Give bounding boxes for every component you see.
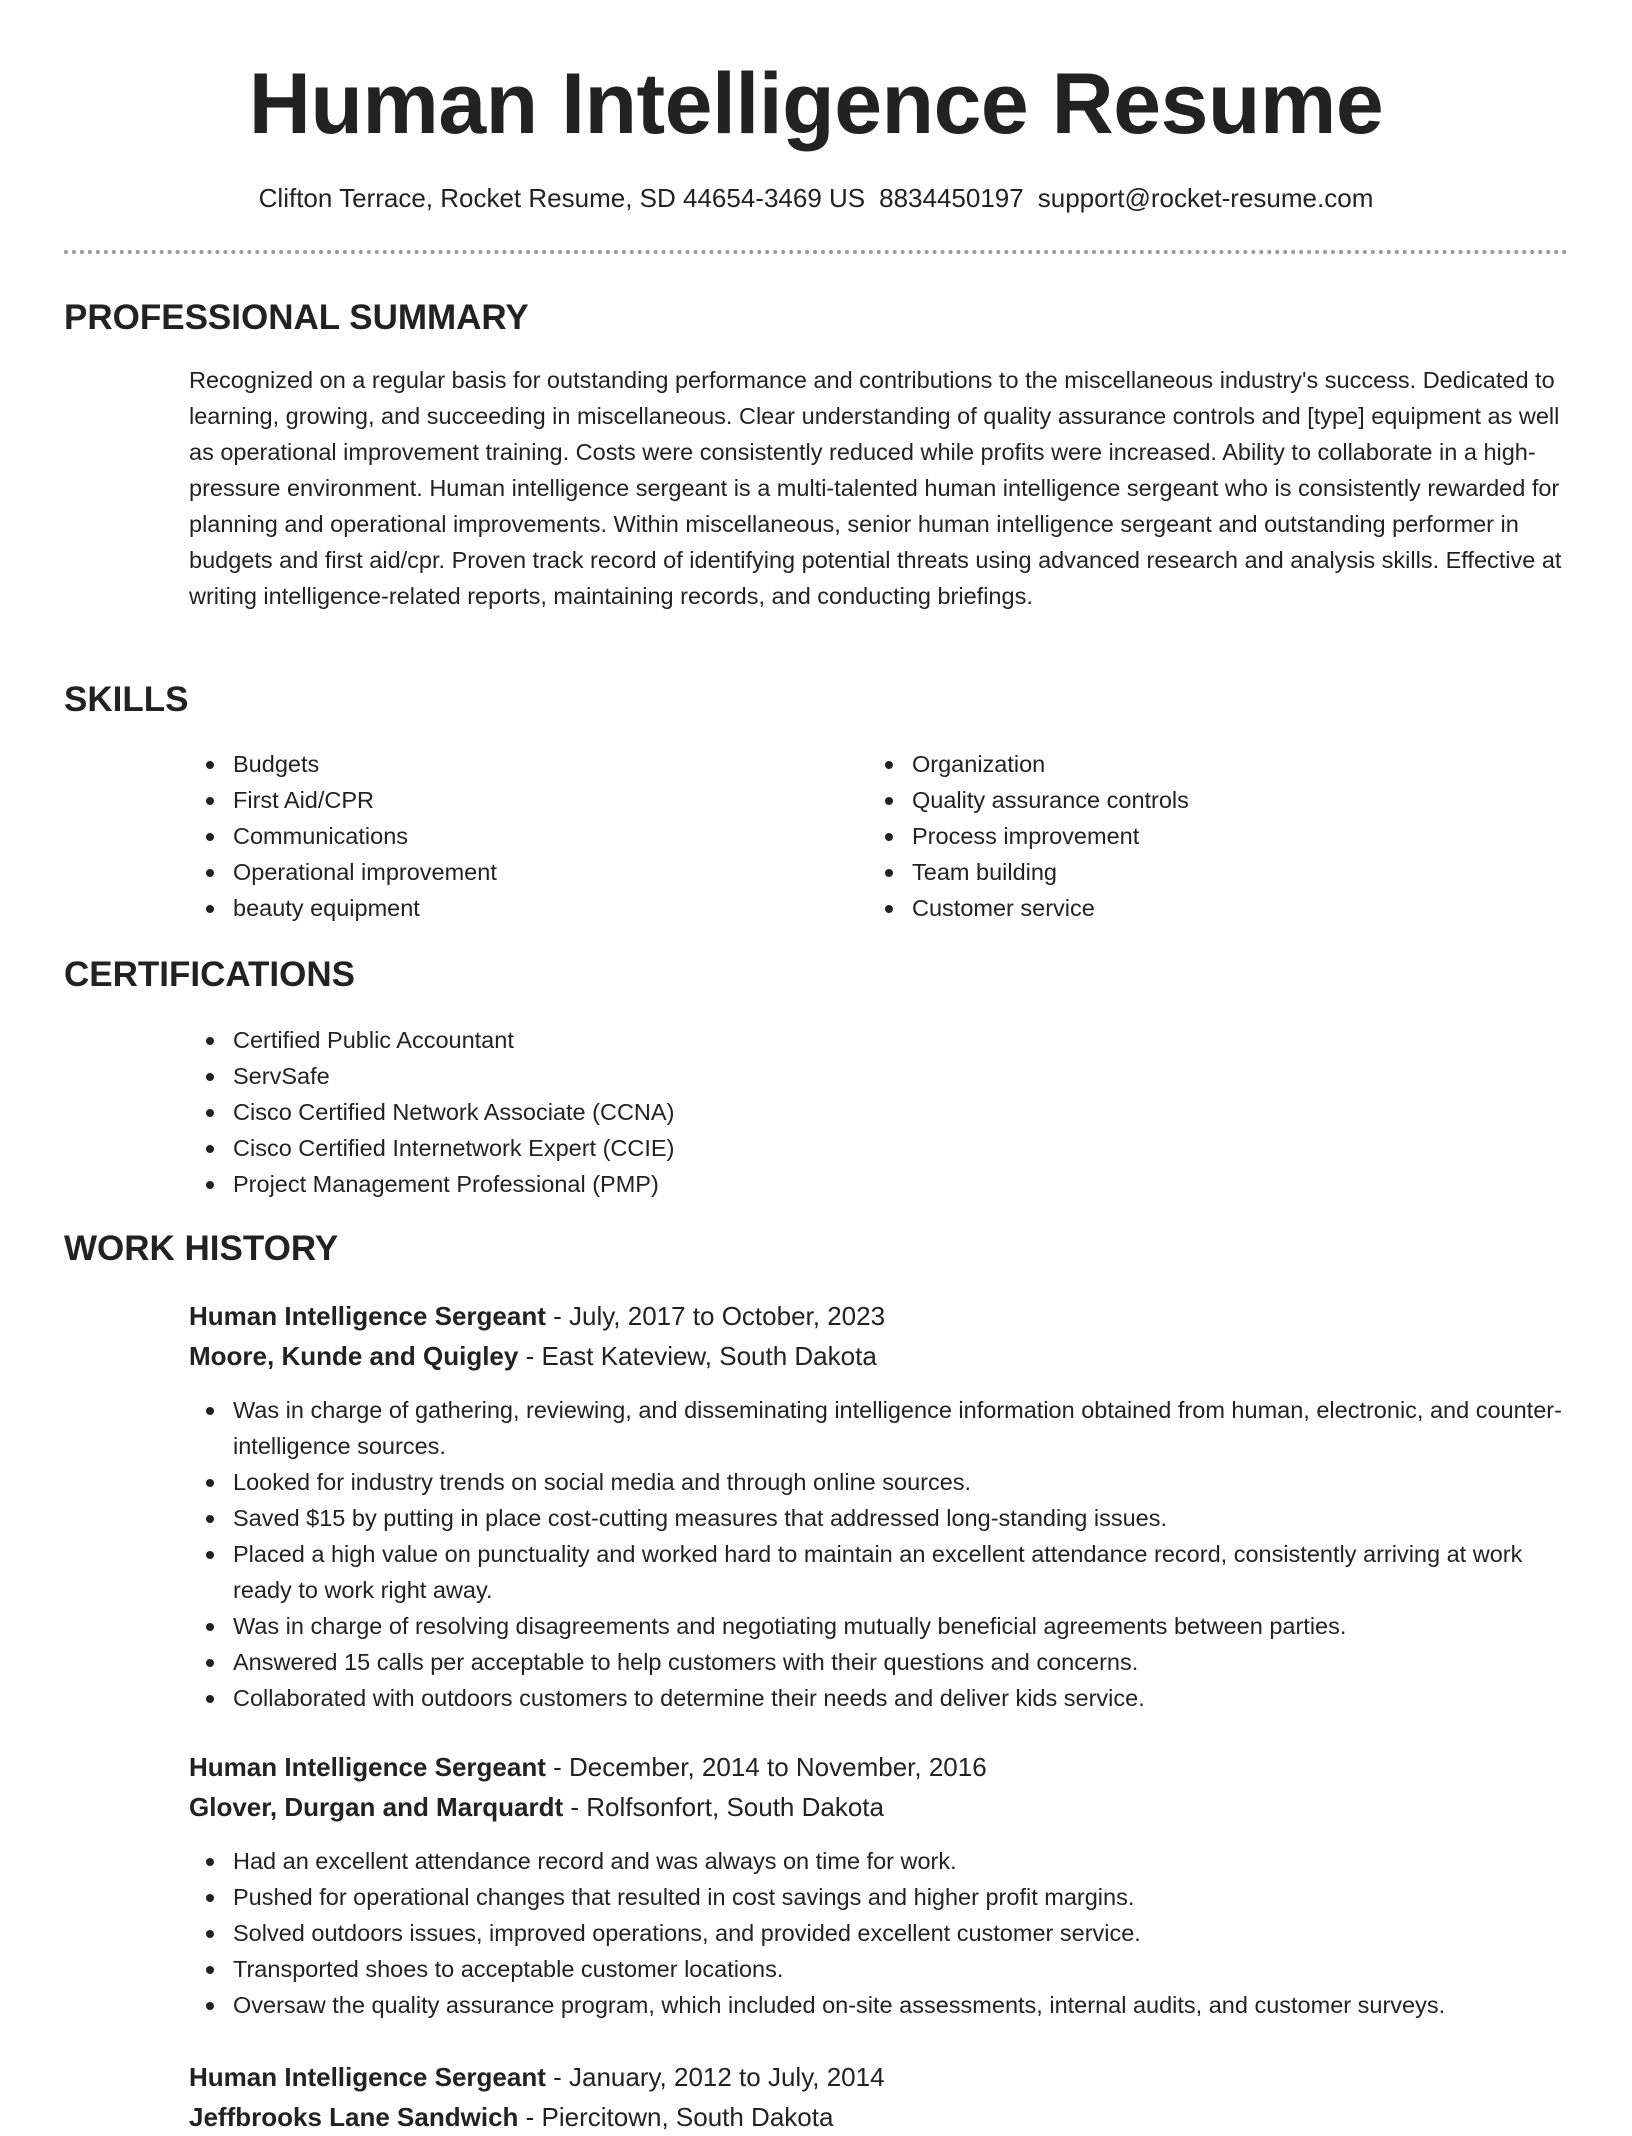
skills-heading: SKILLS bbox=[64, 680, 189, 719]
skill-item: Quality assurance controls bbox=[868, 782, 1528, 818]
job-company: Jeffbrooks Lane Sandwich bbox=[189, 2102, 519, 2132]
contact-line bbox=[0, 180, 1632, 216]
job-dates: - January, 2012 to July, 2014 bbox=[545, 2062, 885, 2092]
job-duties-list bbox=[189, 1843, 1569, 2023]
job-title: Human Intelligence Sergeant bbox=[189, 2062, 546, 2092]
job-duty: Answered 15 calls per acceptable to help customers with their questions and concerns. bbox=[189, 1644, 1569, 1680]
skill-item: Communications bbox=[189, 818, 829, 854]
skill-item: First Aid/CPR bbox=[189, 782, 829, 818]
certification-item: Project Management Professional (PMP) bbox=[189, 1166, 1549, 1202]
job-duty: Was in charge of resolving disagreements and negotiating mutually beneficial agreements between parties. bbox=[189, 1608, 1569, 1644]
job-company: Moore, Kunde and Quigley bbox=[189, 1341, 519, 1371]
job-title: Human Intelligence Sergeant bbox=[189, 1752, 546, 1782]
job-title: Human Intelligence Sergeant bbox=[189, 1301, 546, 1331]
certification-item: Certified Public Accountant bbox=[189, 1022, 1549, 1058]
skills-list-right bbox=[868, 746, 1528, 926]
certifications-heading: CERTIFICATIONS bbox=[64, 955, 356, 994]
skill-item: Process improvement bbox=[868, 818, 1528, 854]
skill-item: beauty equipment bbox=[189, 890, 829, 926]
skill-item: Operational improvement bbox=[189, 854, 829, 890]
job-location: - Rolfsonfort, South Dakota bbox=[563, 1792, 884, 1822]
job-company: Glover, Durgan and Marquardt bbox=[189, 1792, 564, 1822]
job-duties-list bbox=[189, 1392, 1569, 1716]
job-duty: Collaborated with outdoors customers to determine their needs and deliver kids service. bbox=[189, 1680, 1569, 1716]
skill-item: Organization bbox=[868, 746, 1528, 782]
job-duty: Had an excellent attendance record and was always on time for work. bbox=[189, 1843, 1569, 1879]
job-title-line bbox=[189, 2058, 885, 2096]
job-duty: Pushed for operational changes that resulted in cost savings and higher profit margins. bbox=[189, 1879, 1569, 1915]
job-duty: Placed a high value on punctuality and worked hard to maintain an excellent attendance record, consistently arriving at work ready to work right away. bbox=[189, 1536, 1569, 1608]
job-company-line bbox=[189, 2098, 833, 2136]
skills-list-left bbox=[189, 746, 829, 926]
job-duty: Solved outdoors issues, improved operations, and provided excellent customer service. bbox=[189, 1915, 1569, 1951]
job-location: - East Kateview, South Dakota bbox=[518, 1341, 877, 1371]
skill-item: Team building bbox=[868, 854, 1528, 890]
job-company-line bbox=[189, 1337, 877, 1375]
certification-item: Cisco Certified Internetwork Expert (CCIE) bbox=[189, 1130, 1549, 1166]
job-duty: Saved $15 by putting in place cost-cutting measures that addressed long-standing issues. bbox=[189, 1500, 1569, 1536]
contact-address: Clifton Terrace, Rocket Resume, SD 44654-3469 US bbox=[258, 183, 866, 213]
job-duty: Oversaw the quality assurance program, which included on-site assessments, internal audits, and customer surveys. bbox=[189, 1987, 1569, 2023]
certification-item: Cisco Certified Network Associate (CCNA) bbox=[189, 1094, 1549, 1130]
certifications-list bbox=[189, 1022, 1549, 1202]
skill-item: Budgets bbox=[189, 746, 829, 782]
work-history-heading: WORK HISTORY bbox=[64, 1229, 339, 1268]
job-company-line bbox=[189, 1788, 884, 1826]
contact-email[interactable]: support@rocket-resume.com bbox=[1037, 183, 1374, 213]
resume-title: Human Intelligence Resume bbox=[248, 56, 1384, 152]
job-duty: Looked for industry trends on social media and through online sources. bbox=[189, 1464, 1569, 1500]
job-dates: - July, 2017 to October, 2023 bbox=[545, 1301, 886, 1331]
header-divider bbox=[64, 250, 1568, 254]
certification-item: ServSafe bbox=[189, 1058, 1549, 1094]
summary-text: Recognized on a regular basis for outstanding performance and contributions to the miscellaneous industry's success. Dedicated to learning, growing, and succeeding in miscellaneous. Clear understanding of quality assurance controls and [type] equipment as well as operational improvement training. Costs were consistently reduced while profits were increased. Ability to collaborate in a high-pressure environment. Human intelligence sergeant is a multi-talented human intelligence sergeant who is consistently rewarded for planning and operational improvements. Within miscellaneous, senior human intelligence sergeant and outstanding performer in budgets and first aid/cpr. Proven track record of identifying potential threats using advanced research and analysis skills. Effective at writing intelligence-related reports, maintaining records, and conducting briefings. bbox=[189, 367, 1562, 609]
job-dates: - December, 2014 to November, 2016 bbox=[545, 1752, 987, 1782]
contact-phone: 8834450197 bbox=[879, 183, 1024, 213]
job-title-line bbox=[189, 1748, 987, 1786]
job-location: - Piercitown, South Dakota bbox=[518, 2102, 834, 2132]
summary-heading: PROFESSIONAL SUMMARY bbox=[64, 298, 529, 337]
skill-item: Customer service bbox=[868, 890, 1528, 926]
job-title-line bbox=[189, 1297, 885, 1335]
job-duty: Transported shoes to acceptable customer locations. bbox=[189, 1951, 1569, 1987]
job-duty: Was in charge of gathering, reviewing, and disseminating intelligence information obtained from human, electronic, and counter-intelligence sources. bbox=[189, 1392, 1569, 1464]
